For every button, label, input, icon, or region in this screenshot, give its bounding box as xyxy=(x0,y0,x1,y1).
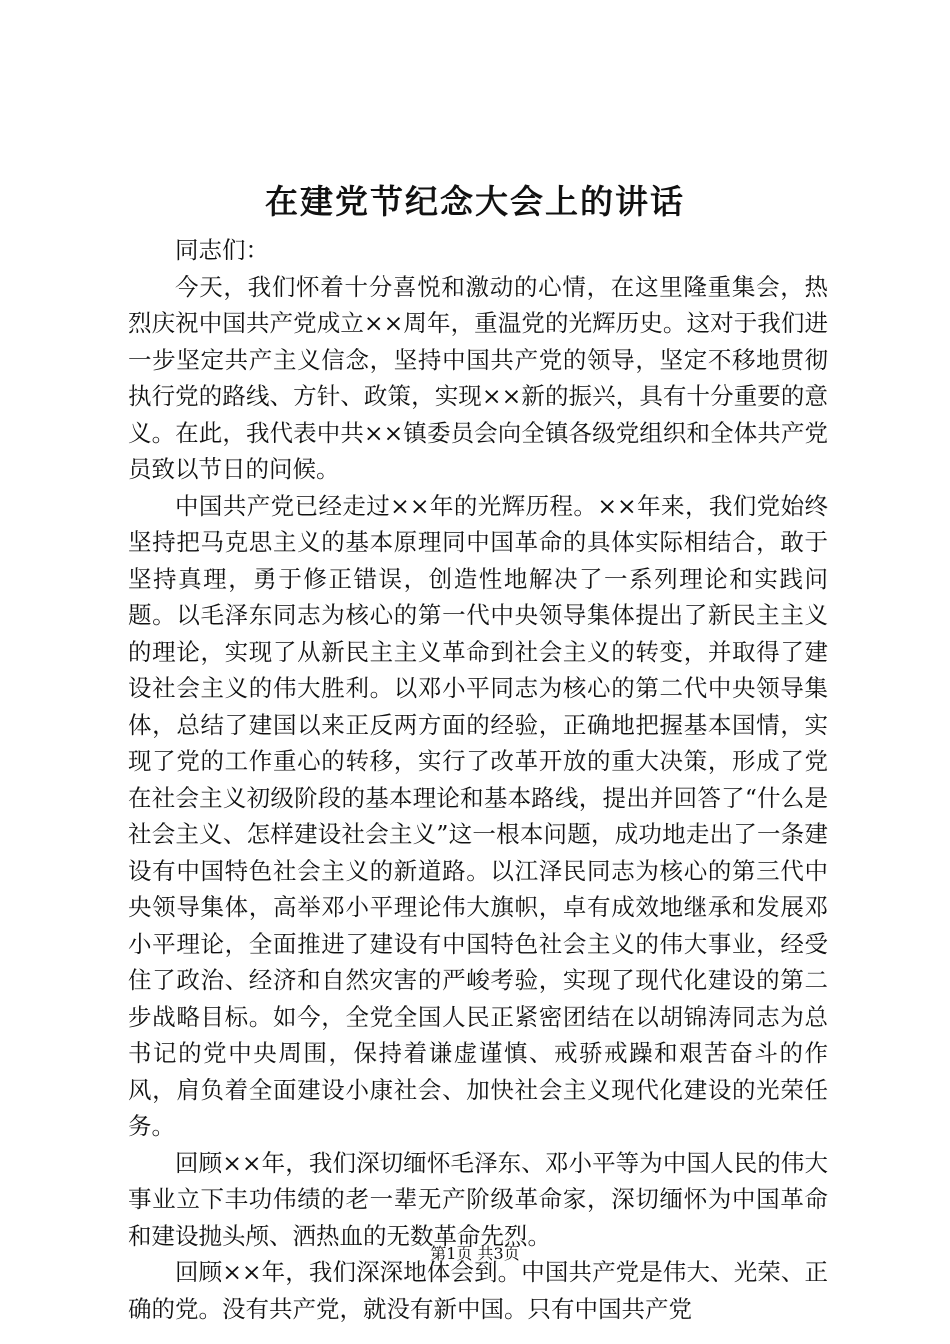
salutation-paragraph: 同志们： xyxy=(175,236,269,264)
body-paragraph: 今天，我们怀着十分喜悦和激动的心情，在这里隆重集会，热烈庆祝中国共产党成立××周年，重温党的光辉历史。这对于我们进一步坚定共产主义信念，坚持中国共产党的领导，坚定不移地贯彻执行党的路线、方针、政策，实现××新的振兴，具有十分重要的意义。在此，我代表中共××镇委员会向全镇各级党组织和全体共产党员致以节日的问候。 xyxy=(128,272,828,483)
body-paragraph: 中国共产党已经走过××年的光辉历程。××年来，我们党始终坚持把马克思主义的基本原理同中国革命的具体实际相结合，敢于坚持真理，勇于修正错误，创造性地解决了一系列理论和实践问题。以毛泽东同志为核心的第一代中央领导集体提出了新民主主义的理论，实现了从新民主主义革命到社会主义的转变，并取得了建设社会主义的伟大胜利。以邓小平同志为核心的第二代中央领导集体，总结了建国以来正反两方面的经验，正确地把握基本国情，实现了党的工作重心的转移，实行了改革开放的重大决策，形成了党在社会主义初级阶段的基本理论和基本路线，提出并回答了“什么是社会主义、怎样建设社会主义”这一根本问题，成功地走出了一条建设有中国特色社会主义的新道路。以江泽民同志为核心的第三代中央领导集体，高举邓小平理论伟大旗帜，卓有成效地继承和发展邓小平理论，全面推进了建设有中国特色社会主义的伟大事业，经受住了政治、经济和自然灾害的严峻考验，实现了现代化建设的第二步战略目标。如今，全党全国人民正紧密团结在以胡锦涛同志为总书记的党中央周围，保持着谦虚谨慎、戒骄戒躁和艰苦奋斗的作风，肩负着全面建设小康社会、加快社会主义现代化建设的光荣任务。 xyxy=(128,491,828,1140)
body-paragraph: 回顾××年，我们深切缅怀毛泽东、邓小平等为中国人民的伟大事业立下丰功伟绩的老一辈无产阶级革命家，深切缅怀为中国革命和建设抛头颅、洒热血的无数革命先烈。 xyxy=(128,1148,828,1250)
body-paragraph: 回顾××年，我们深深地体会到。中国共产党是伟大、光荣、正确的党。没有共产党，就没有新中国。只有中国共产党 xyxy=(128,1258,828,1323)
document-title: 在建党节纪念大会上的讲话 xyxy=(265,182,685,221)
document-body xyxy=(128,232,828,1327)
page-number-footer: 第1页 共3页 xyxy=(430,1244,520,1263)
